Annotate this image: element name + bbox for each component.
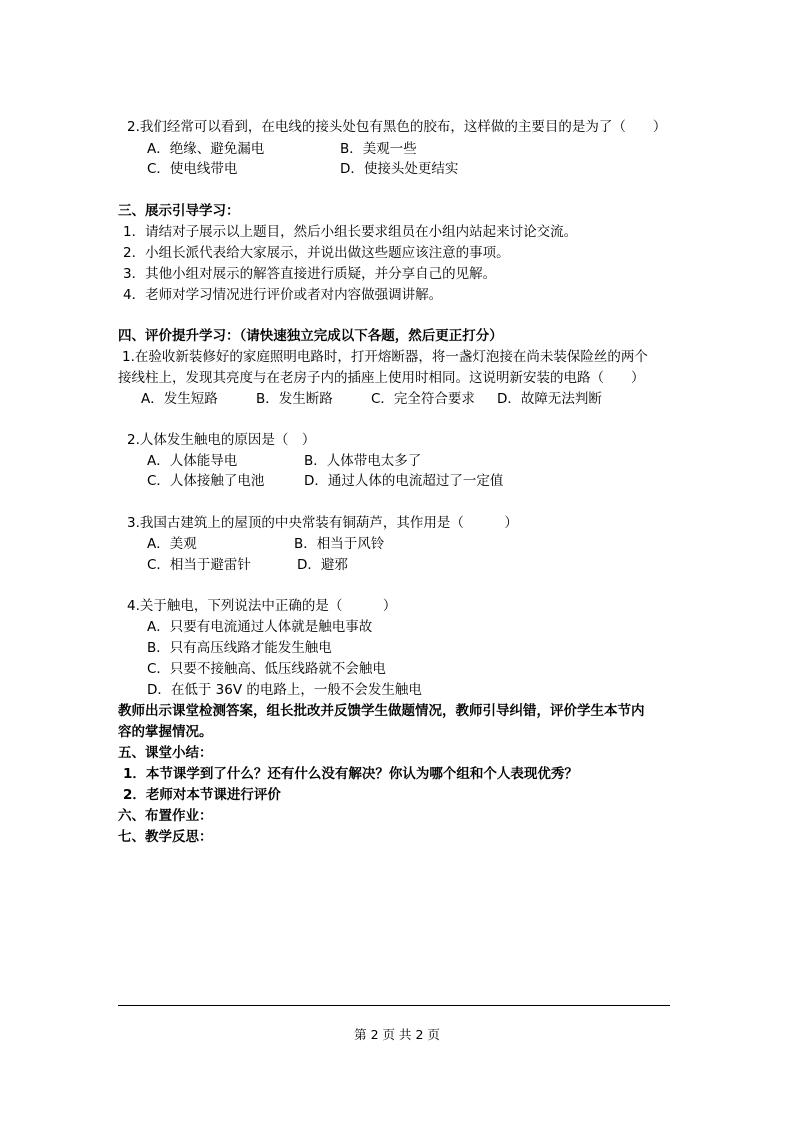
section5-item-2: 2．老师对本节课进行评价 — [123, 787, 281, 803]
section4-heading: 四、评价提升学习：（请快速独立完成以下各题，然后更正打分） — [118, 328, 503, 344]
q2-option-a: A．绝缘、避免漏电 — [147, 141, 265, 157]
s4-q1-stem-line1: 1.在验收新装修好的家庭照明电路时，打开熔断器，将一盏灯泡接在尚未装保险丝的两个 — [122, 349, 648, 365]
s4-q4-option-c: C．只要不接触高、低压线路就不会触电 — [147, 661, 386, 677]
s4-q4-option-d: D．在低于 36V 的电路上，一般不会发生触电 — [147, 682, 422, 698]
section5-heading: 五、课堂小结： — [118, 745, 213, 761]
footer-divider — [118, 1005, 670, 1006]
s4-q3-option-a: A．美观 — [147, 536, 197, 552]
teacher-note-line1: 教师出示课堂检测答案，组长批改并反馈学生做题情况，教师引导纠错，评价学生本节内 — [118, 703, 645, 719]
q2-stem: 2.我们经常可以看到，在电线的接头处包有黑色的胶布，这样做的主要目的是为了（ ） — [127, 119, 667, 135]
section3-item-4: 4．老师对学习情况进行评价或者对内容做强调讲解。 — [123, 287, 443, 303]
q2-option-d: D．使接头处更结实 — [340, 161, 459, 177]
s4-q2-option-c: C．人体接触了电池 — [147, 473, 265, 489]
s4-q1-option-d: D．故障无法判断 — [497, 391, 602, 407]
s4-q2-option-d: D．通过人体的电流超过了一定值 — [304, 473, 504, 489]
s4-q1-option-b: B．发生断路 — [256, 391, 333, 407]
q2-option-b: B．美观一些 — [340, 141, 417, 157]
s4-q2-option-a: A．人体能导电 — [147, 453, 238, 469]
s4-q3-option-c: C．相当于避雷针 — [147, 557, 251, 573]
section5-item-1: 1．本节课学到了什么？还有什么没有解决？你认为哪个组和个人表现优秀？ — [123, 766, 578, 782]
section3-heading: 三、展示引导学习： — [118, 203, 240, 219]
section3-item-3: 3．其他小组对展示的解答直接进行质疑，并分享自己的见解。 — [123, 266, 497, 282]
s4-q2-option-b: B．人体带电太多了 — [304, 453, 422, 469]
s4-q4-option-b: B．只有高压线路才能发生触电 — [147, 640, 332, 656]
s4-q2-stem: 2.人体发生触电的原因是（ ） — [127, 432, 316, 448]
s4-q3-option-b: B．相当于风铃 — [294, 536, 385, 552]
s4-q1-option-c: C．完全符合要求 — [371, 391, 475, 407]
section3-item-2: 2．小组长派代表给大家展示，并说出做这些题应该注意的事项。 — [123, 245, 510, 261]
s4-q1-option-a: A．发生短路 — [141, 391, 218, 407]
section7-heading: 七、教学反思： — [118, 829, 213, 845]
q2-option-c: C．使电线带电 — [147, 161, 238, 177]
s4-q3-option-d: D．避邪 — [297, 557, 348, 573]
s4-q4-stem: 4.关于触电，下列说法中正确的是（ ） — [127, 598, 397, 614]
s4-q1-stem-line2: 接线柱上，发现其亮度与在老房子内的插座上使用时相同。这说明新安装的电路（ ） — [118, 370, 645, 386]
section6-heading: 六、布置作业： — [118, 808, 213, 824]
page-number: 第 2 页 共 2 页 — [354, 1027, 440, 1042]
s4-q4-option-a: A．只要有电流通过人体就是触电事故 — [147, 619, 373, 635]
section3-item-1: 1．请结对子展示以上题目，然后小组长要求组员在小组内站起来讨论交流。 — [123, 224, 578, 240]
s4-q3-stem: 3.我国古建筑上的屋顶的中央常装有铜葫芦，其作用是（ ） — [127, 515, 518, 531]
teacher-note-line2: 容的掌握情况。 — [118, 724, 213, 740]
